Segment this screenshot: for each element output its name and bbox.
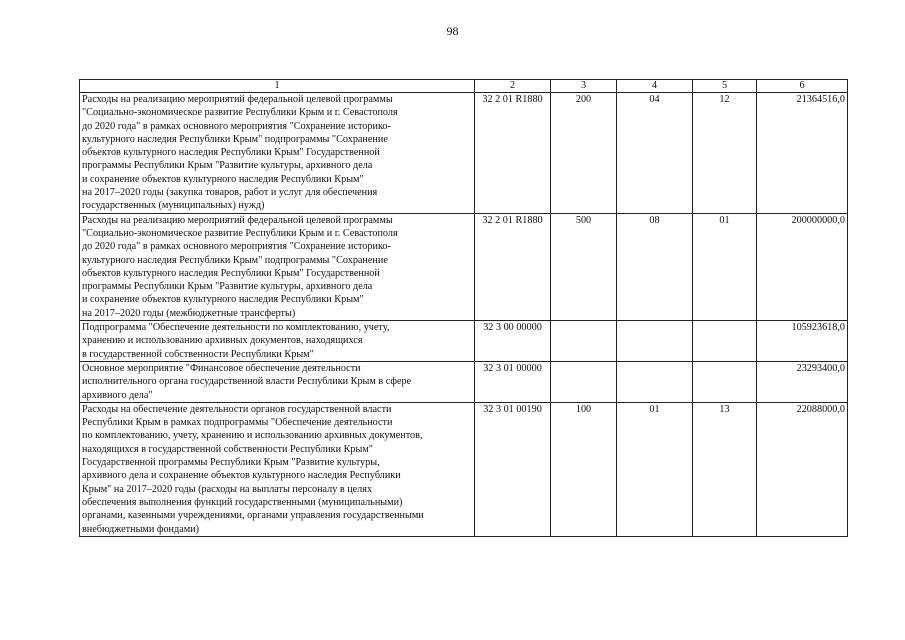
row-expense-type: 200	[551, 93, 617, 214]
row-section: 08	[617, 213, 693, 320]
table-row	[80, 321, 848, 362]
row-description: Расходы на реализацию мероприятий федеральной целевой программы "Социально-экономическое развитие Республики Крым и г. Севастополя до 2020 года" в рамках основного мероприятия "Сохранение историко- культурного наследия Республики Крым" подпрограммы "Сохранение объектов культурного наследия Республики Крым" Государственной программы Республики Крым "Развитие культуры, архивного дела и сохранение объектов культурного наследия Республики Крым" на 2017–2020 годы (закупка товаров, работ и услуг для обеспечения государственных (муниципальных) нужд)	[80, 93, 475, 214]
column-header-description: 1	[80, 80, 475, 93]
table-row	[80, 93, 848, 214]
row-expense-type: 100	[551, 402, 617, 536]
row-amount: 105923618,0	[757, 321, 848, 362]
table-row	[80, 213, 848, 320]
row-subsection: 01	[693, 213, 757, 320]
row-code: 32 3 00 00000	[475, 321, 551, 362]
table-header-row	[80, 80, 848, 93]
row-subsection: 12	[693, 93, 757, 214]
row-code: 32 3 01 00000	[475, 361, 551, 402]
table-row	[80, 402, 848, 536]
row-description: Подпрограмма "Обеспечение деятельности по комплектованию, учету, хранению и использованию архивных документов, находящихся в государственной собственности Республики Крым"	[80, 321, 475, 362]
row-amount: 22088000,0	[757, 402, 848, 536]
row-expense-type: 500	[551, 213, 617, 320]
row-code: 32 3 01 00190	[475, 402, 551, 536]
column-header-expense-type: 3	[551, 80, 617, 93]
budget-table	[79, 79, 848, 537]
row-description: Расходы на реализацию мероприятий федеральной целевой программы "Социально-экономическое развитие Республики Крым и г. Севастополя до 2020 года" в рамках основного мероприятия "Сохранение историко- культурного наследия Республики Крым" подпрограммы "Сохранение объектов культурного наследия Республики Крым" Государственной программы Республики Крым "Развитие культуры, архивного дела и сохранение объектов культурного наследия Республики Крым" на 2017–2020 годы (межбюджетные трансферты)	[80, 213, 475, 320]
row-section	[617, 321, 693, 362]
column-header-amount: 6	[757, 80, 848, 93]
row-amount: 200000000,0	[757, 213, 848, 320]
row-amount: 21364516,0	[757, 93, 848, 214]
row-expense-type	[551, 361, 617, 402]
row-amount: 23293400,0	[757, 361, 848, 402]
row-description: Основное мероприятие "Финансовое обеспечение деятельности исполнительного органа государственной власти Республики Крым в сфере архивного дела"	[80, 361, 475, 402]
row-subsection	[693, 321, 757, 362]
table-row	[80, 361, 848, 402]
row-subsection: 13	[693, 402, 757, 536]
row-code: 32 2 01 R1880	[475, 213, 551, 320]
row-code: 32 2 01 R1880	[475, 93, 551, 214]
column-header-section: 4	[617, 80, 693, 93]
row-section: 01	[617, 402, 693, 536]
row-section	[617, 361, 693, 402]
page-number: 98	[446, 24, 459, 38]
column-header-code: 2	[475, 80, 551, 93]
row-subsection	[693, 361, 757, 402]
row-section: 04	[617, 93, 693, 214]
row-expense-type	[551, 321, 617, 362]
column-header-subsection: 5	[693, 80, 757, 93]
row-description: Расходы на обеспечение деятельности органов государственной власти Республики Крым в рамках подпрограммы "Обеспечение деятельности по комплектованию, учету, хранению и использованию архивных документов, находящихся в государственной собственности Республики Крым" Государственной программы Республики Крым "Развитие культуры, архивного дела и сохранение объектов культурного наследия Республики Крым" на 2017–2020 годы (расходы на выплаты персоналу в целях обеспечения выполнения функций государственными (муниципальными) органами, казенными учреждениями, органами управления государственными внебюджетными фондами)	[80, 402, 475, 536]
